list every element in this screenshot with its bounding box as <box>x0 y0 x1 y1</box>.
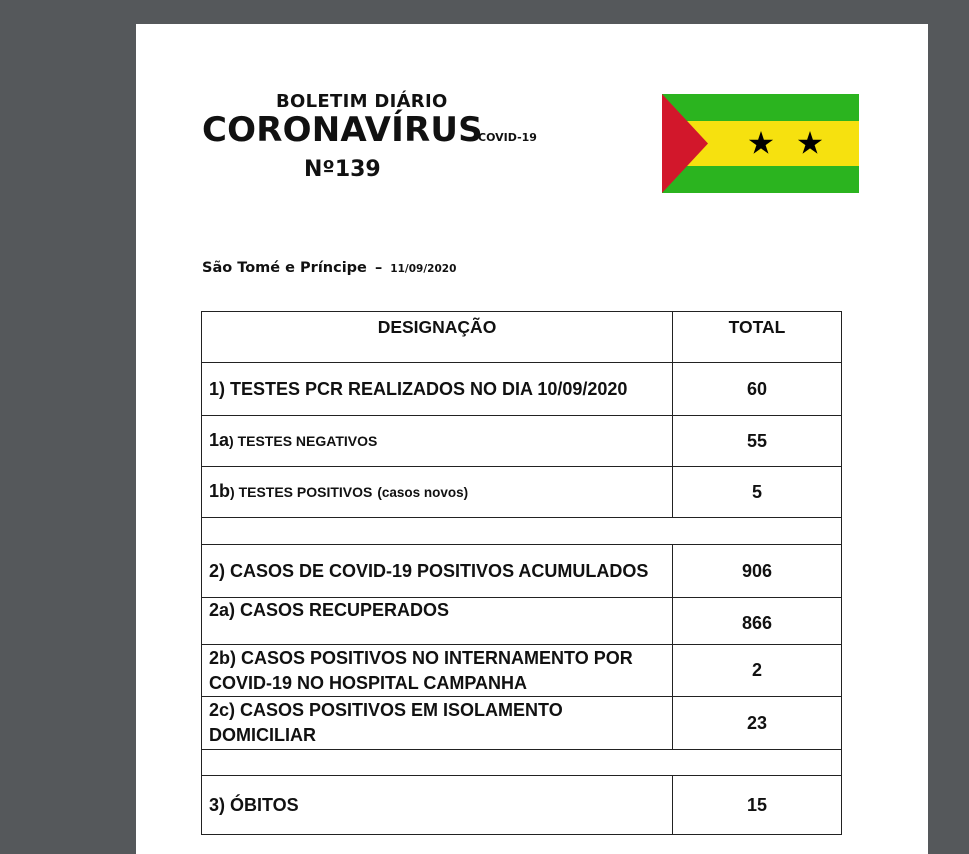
bulletin-label: BOLETIM DIÁRIO <box>276 91 448 112</box>
row-label: 3) ÓBITOS <box>202 776 673 835</box>
bulletin-subtitle: COVID-19 <box>478 131 537 144</box>
table-row <box>202 598 842 645</box>
location-line <box>202 260 456 276</box>
header-designacao: DESIGNAÇÃO <box>202 312 673 363</box>
row-label: 1) TESTES PCR REALIZADOS NO DIA 10/09/2020 <box>202 363 673 416</box>
row-value: 60 <box>673 363 842 416</box>
row-label <box>202 467 673 518</box>
row-prefix: 1a <box>209 430 230 450</box>
table-row <box>202 545 842 598</box>
location-place: São Tomé e Príncipe <box>202 260 367 276</box>
location-dash: – <box>374 260 383 276</box>
bulletin-title: CORONAVÍRUS <box>202 110 483 150</box>
bulletin-number: Nº139 <box>304 157 381 182</box>
table-spacer-row <box>202 750 842 776</box>
row-label <box>202 416 673 467</box>
bulletin-table <box>201 311 842 835</box>
table-row <box>202 697 842 750</box>
bulletin-page <box>136 24 928 854</box>
row-value: 866 <box>673 598 842 645</box>
table-header-row <box>202 312 842 363</box>
bulletin-date: 11/09/2020 <box>390 263 457 275</box>
table-row <box>202 645 842 697</box>
row-label: 2c) CASOS POSITIVOS EM ISOLAMENTO DOMICILIAR <box>202 697 673 750</box>
row-label: 2) CASOS DE COVID-19 POSITIVOS ACUMULADOS <box>202 545 673 598</box>
table-row <box>202 363 842 416</box>
flag-green-bottom-band <box>662 166 859 193</box>
row-value: 2 <box>673 645 842 697</box>
flag-green-top-band <box>662 94 859 121</box>
table-row <box>202 467 842 518</box>
row-value: 906 <box>673 545 842 598</box>
row-label-extra: (casos novos) <box>377 485 469 500</box>
spacer-cell <box>202 750 842 776</box>
row-value: 5 <box>673 467 842 518</box>
table-spacer-row <box>202 518 842 545</box>
row-prefix: 1b <box>209 481 231 501</box>
row-value: 15 <box>673 776 842 835</box>
row-label: 2a) CASOS RECUPERADOS <box>202 598 673 645</box>
table-row <box>202 416 842 467</box>
row-value: 55 <box>673 416 842 467</box>
table-row <box>202 776 842 835</box>
row-label: 2b) CASOS POSITIVOS NO INTERNAMENTO POR COVID-19 NO HOSPITAL CAMPANHA <box>202 645 673 697</box>
row-label-text: ) TESTES NEGATIVOS <box>229 433 378 449</box>
row-value: 23 <box>673 697 842 750</box>
header-total: TOTAL <box>673 312 842 363</box>
sao-tome-flag-icon <box>662 94 859 193</box>
row-label-text: ) TESTES POSITIVOS <box>230 484 373 500</box>
spacer-cell <box>202 518 842 545</box>
